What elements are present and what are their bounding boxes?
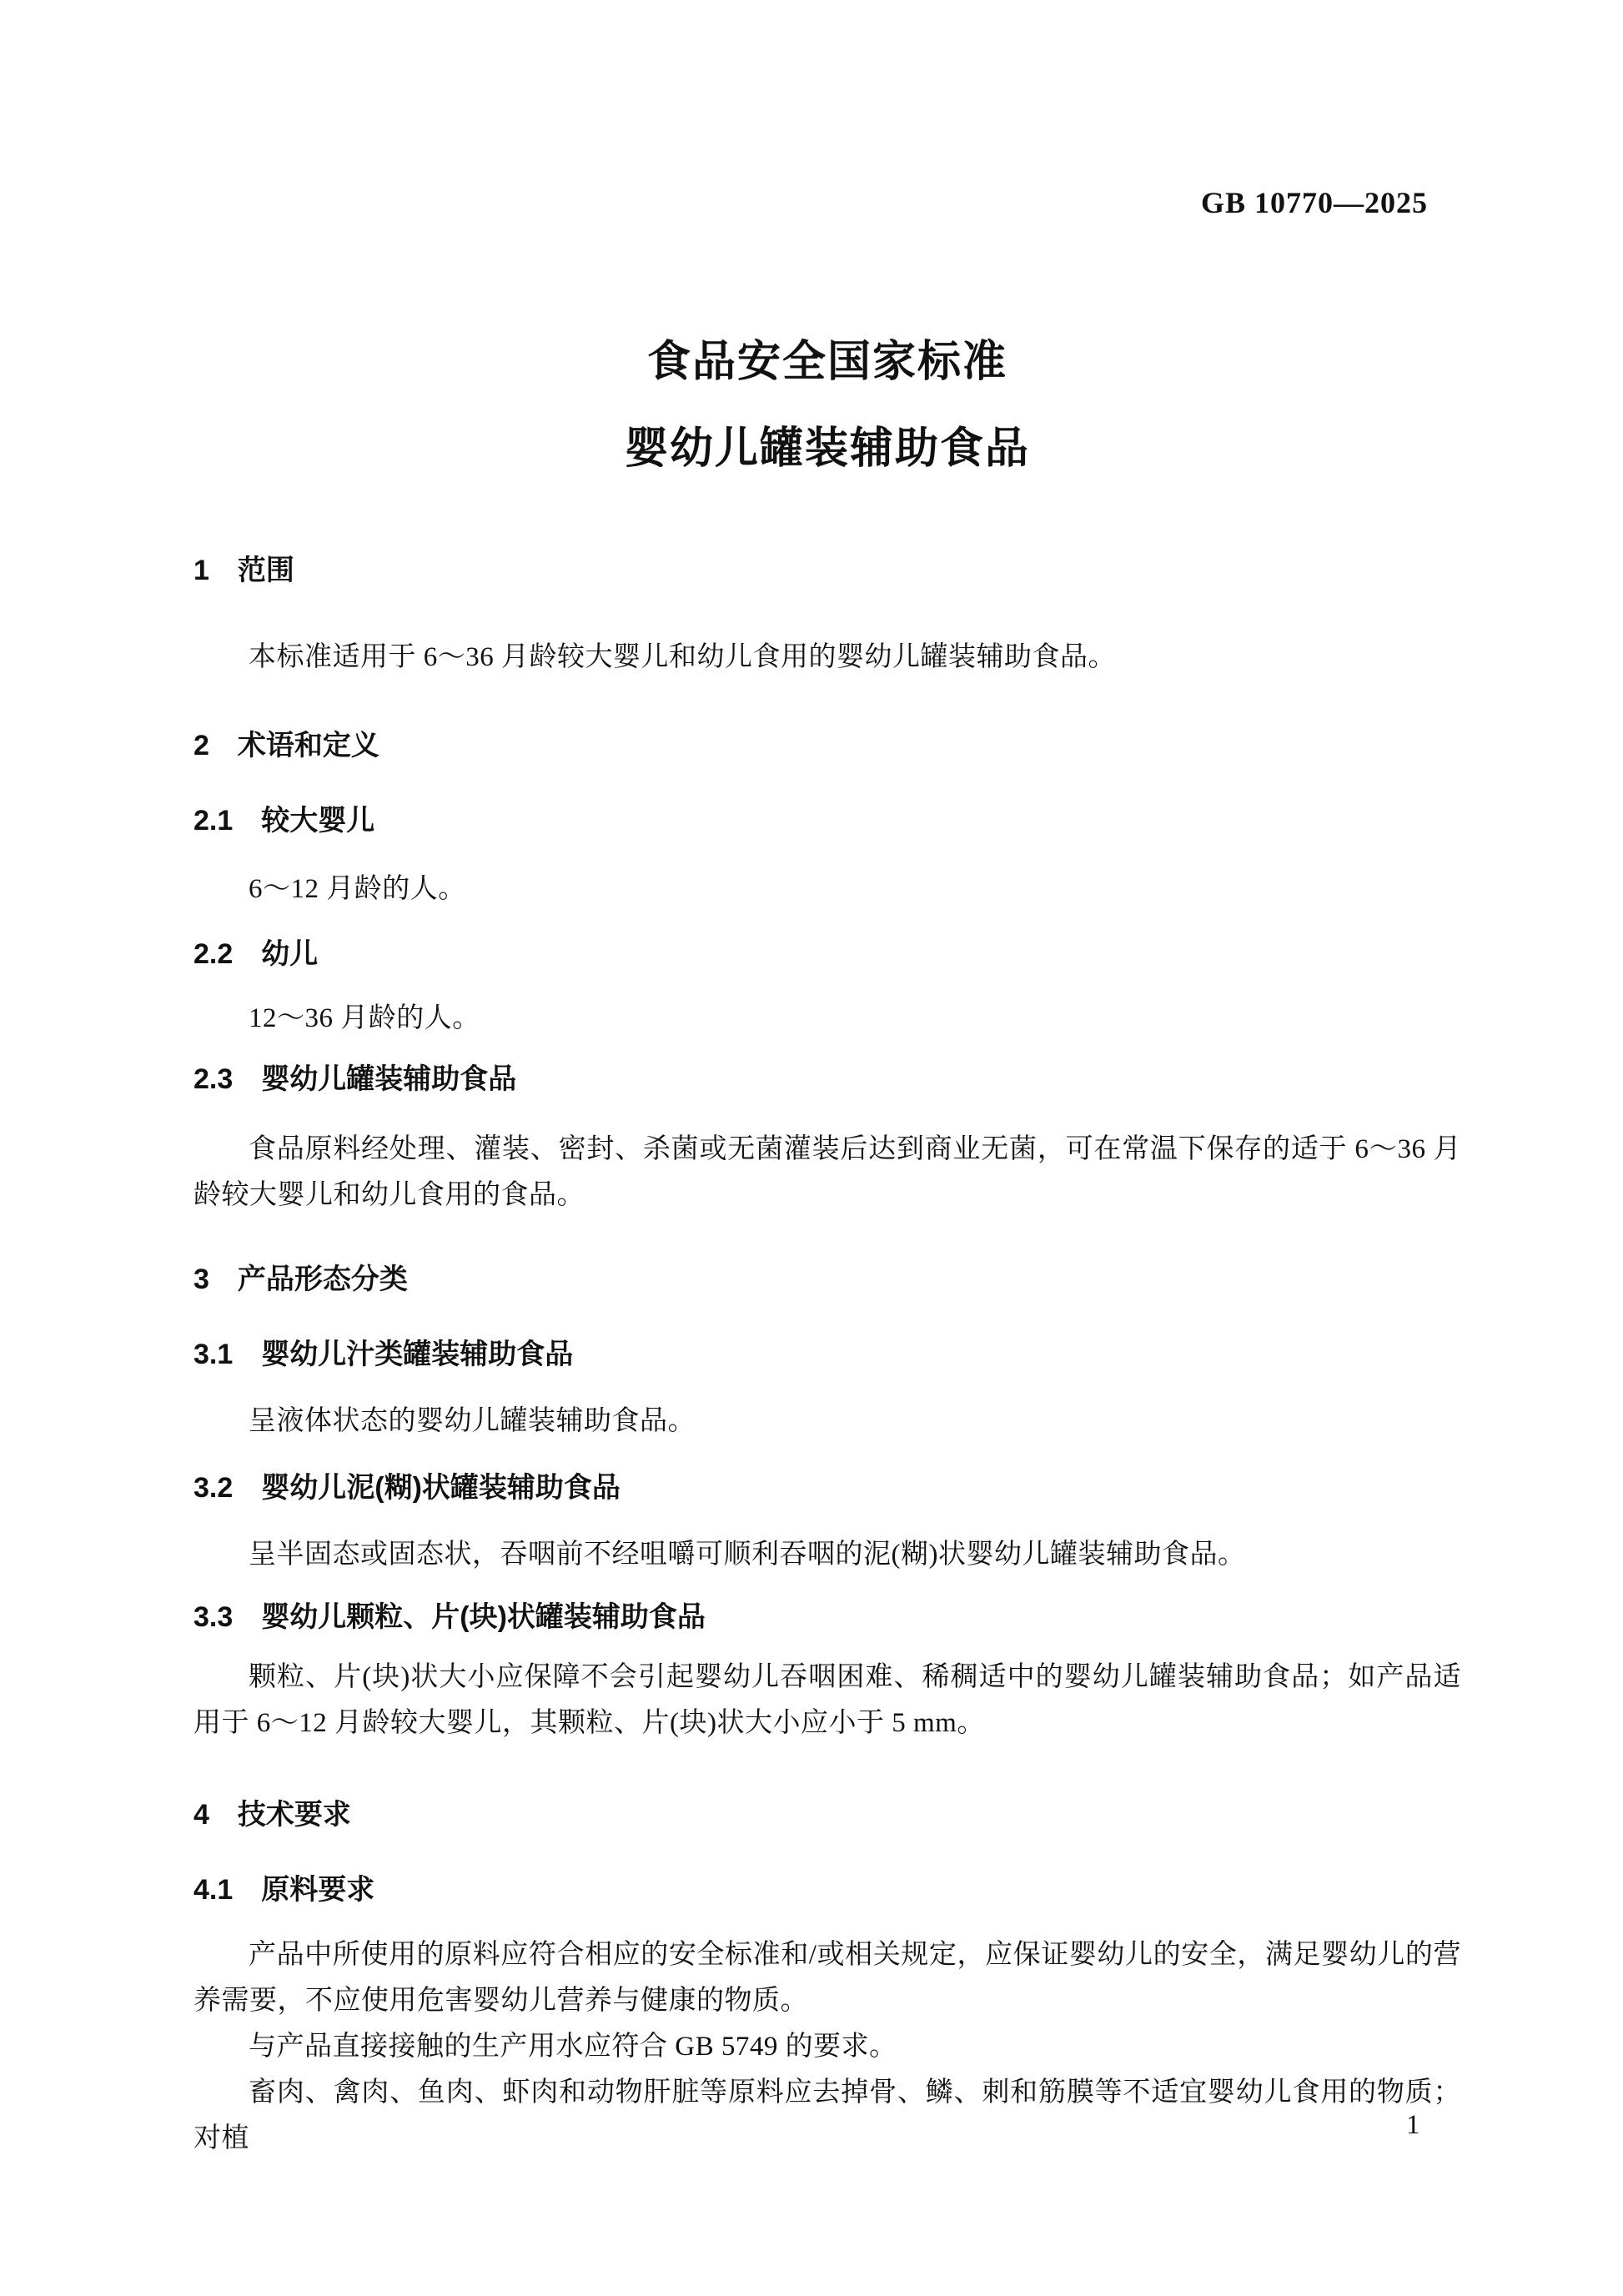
section-number: 3.2 bbox=[193, 1472, 234, 1504]
paragraph: 呈半固态或固态状，吞咽前不经咀嚼可顺利吞咽的泥(糊)状婴幼儿罐装辅助食品。 bbox=[249, 1540, 1246, 1570]
paragraph: 本标准适用于 6～36 月龄较大婴儿和幼儿食用的婴幼儿罐装辅助食品。 bbox=[249, 642, 1116, 672]
section-heading-2 bbox=[193, 723, 1461, 769]
section-heading-text: 原料要求 bbox=[261, 1874, 375, 1906]
document-title-line1: 食品安全国家标准 bbox=[646, 338, 1007, 386]
section-number: 4 bbox=[193, 1799, 209, 1831]
paragraph: 食品原料经处理、灌装、密封、杀菌或无菌灌装后达到商业无菌，可在常温下保存的适于 6～36 月龄较大婴儿和幼儿食用的食品。 bbox=[193, 1134, 1461, 1210]
section-heading-2-1 bbox=[193, 798, 1461, 844]
paragraph: 颗粒、片(块)状大小应保障不会引起婴幼儿吞咽困难、稀稠适中的婴幼儿罐装辅助食品；如产品适用于 6～12 月龄较大婴儿，其颗粒、片(块)状大小应小于 5 mm。 bbox=[193, 1662, 1461, 1738]
section-heading-text: 婴幼儿泥(糊)状罐装辅助食品 bbox=[261, 1472, 621, 1504]
paragraph: 12～36 月龄的人。 bbox=[249, 1003, 480, 1033]
paragraph: 畜肉、禽肉、鱼肉、虾肉和动物肝脏等原料应去掉骨、鳞、刺和筋膜等不适宜婴幼儿食用的物质；对植 bbox=[193, 2077, 1461, 2153]
standard-number: GB 10770—2025 bbox=[1200, 186, 1428, 219]
section-heading-text: 婴幼儿颗粒、片(块)状罐装辅助食品 bbox=[261, 1601, 706, 1633]
document-content bbox=[193, 0, 1461, 2162]
section-heading-text: 术语和定义 bbox=[237, 730, 379, 761]
section-number: 4.1 bbox=[193, 1874, 234, 1906]
section-number: 1 bbox=[193, 555, 209, 586]
section-number: 2.3 bbox=[193, 1063, 234, 1095]
document-title-line2: 婴幼儿罐装辅助食品 bbox=[624, 425, 1030, 473]
section-number: 2.1 bbox=[193, 805, 234, 837]
paragraph: 与产品直接接触的生产用水应符合 GB 5749 的要求。 bbox=[249, 2032, 897, 2062]
section-number: 3.1 bbox=[193, 1339, 234, 1370]
section-heading-text: 婴幼儿罐装辅助食品 bbox=[261, 1063, 517, 1095]
section-heading-text: 较大婴儿 bbox=[261, 805, 375, 837]
paragraph: 6～12 月龄的人。 bbox=[249, 874, 466, 904]
section-heading-2-3 bbox=[193, 1057, 1461, 1103]
page-number: 1 bbox=[1406, 2110, 1420, 2140]
section-heading-2-2 bbox=[193, 932, 1461, 977]
paragraph: 产品中所使用的原料应符合相应的安全标准和/或相关规定，应保证婴幼儿的安全，满足婴幼儿的营养需要，不应使用危害婴幼儿营养与健康的物质。 bbox=[193, 1940, 1461, 2016]
section-heading-text: 范围 bbox=[237, 555, 294, 586]
section-heading-text: 幼儿 bbox=[261, 938, 319, 970]
section-heading-4 bbox=[193, 1792, 1461, 1838]
paragraph: 呈液体状态的婴幼儿罐装辅助食品。 bbox=[249, 1406, 696, 1436]
section-heading-3-2 bbox=[193, 1465, 1461, 1511]
section-heading-text: 婴幼儿汁类罐装辅助食品 bbox=[261, 1339, 574, 1370]
section-number: 2.2 bbox=[193, 938, 234, 970]
section-number: 3.3 bbox=[193, 1601, 234, 1633]
section-heading-3-1 bbox=[193, 1332, 1461, 1378]
section-heading-1 bbox=[193, 548, 1461, 594]
section-heading-3 bbox=[193, 1257, 1461, 1303]
section-heading-4-1 bbox=[193, 1867, 1461, 1913]
section-number: 3 bbox=[193, 1264, 209, 1295]
section-number: 2 bbox=[193, 730, 209, 761]
section-heading-text: 产品形态分类 bbox=[237, 1264, 408, 1295]
section-heading-3-3 bbox=[193, 1595, 1461, 1640]
section-heading-text: 技术要求 bbox=[237, 1799, 351, 1831]
